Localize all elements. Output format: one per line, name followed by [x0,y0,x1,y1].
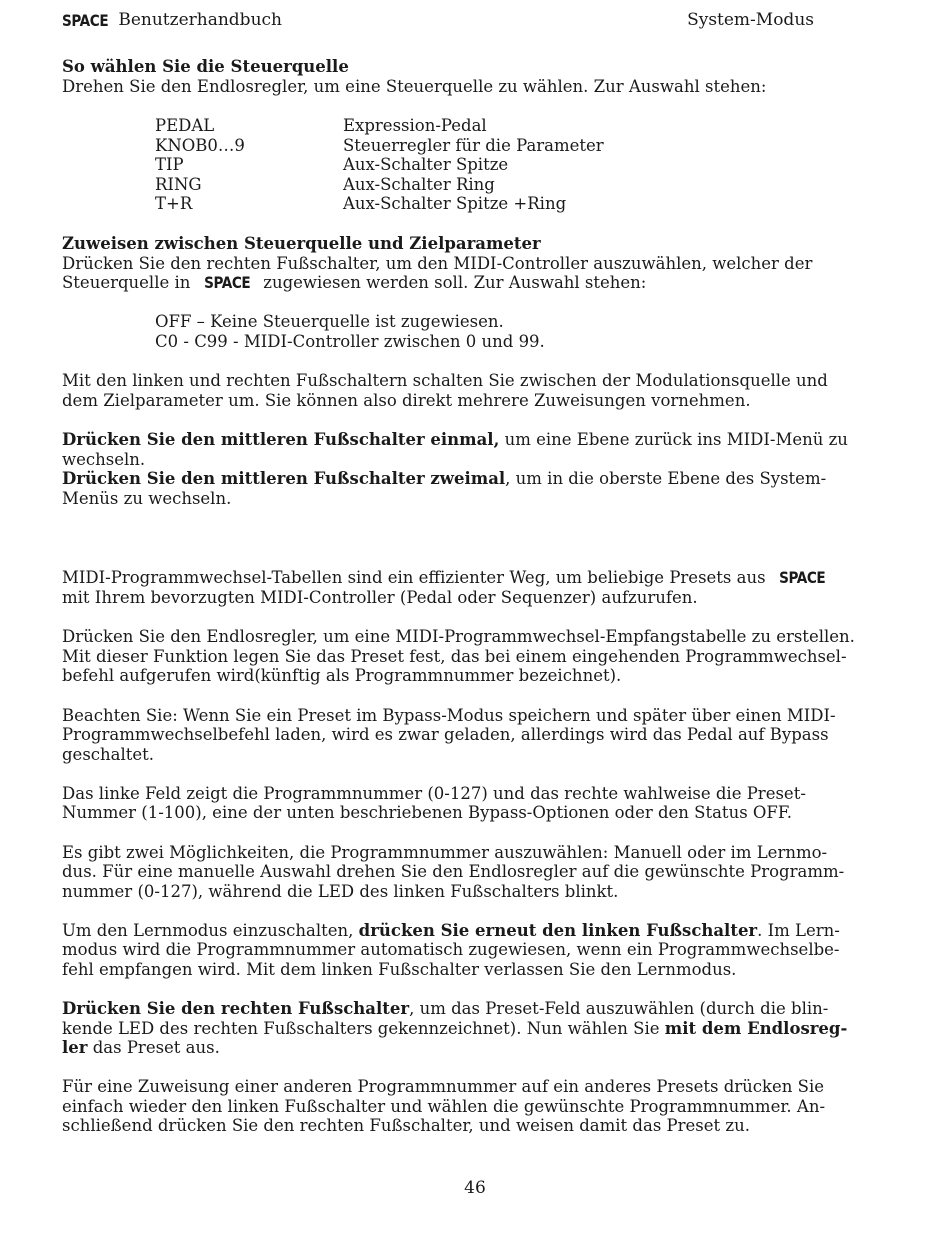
assign-line-1: Drücken Sie den rechten Fußschalter, um den MIDI-Controller auszuwählen, welcher der [62,254,813,273]
pc-p6-line-3 [62,1038,902,1058]
press-once-line [62,430,902,450]
pc-p4-line: dus. Für eine manuelle Auswahl drehen Sie den Endlosregler auf die gewünschte Programm- [62,862,845,881]
pc-p7-line: Für eine Zuweisung einer anderen Programmnummer auf ein anderes Presets drücken Sie [62,1077,825,1096]
pc-p6-l3-bold: ler [62,1038,88,1057]
press-twice-bold: Drücken Sie den mittleren Fußschalter zweimal [62,469,506,488]
control-source-intro: Drehen Sie den Endlosregler, um eine Steuerquelle zu wählen. Zur Auswahl stehen: [62,77,767,96]
assign-option: C0 - C99 - MIDI-Controller zwischen 0 und 99. [155,332,545,351]
page-number: 46 [464,1178,486,1198]
table-row [155,194,604,214]
option-key: KNOB0…9 [155,135,245,155]
control-source-table [155,116,604,214]
press-twice-line-2: Menüs zu wechseln. [62,489,232,508]
pc-p5-line-3: fehl empfangen wird. Mit dem linken Fußschalter verlassen Sie den Lernmodus. [62,960,737,979]
pc-intro-text: MIDI-Programmwechsel-Tabellen sind ein effizienter Weg, um beliebige Presets aus [62,568,766,587]
table-row [155,175,604,195]
option-key: T+R [155,194,193,214]
table-row [155,116,604,136]
pc-p6-post: , um das Preset-Feld auszuwählen (durch die blin- [409,999,829,1018]
option-desc: Aux-Schalter Ring [343,174,495,194]
assign-para-line: Mit den linken und rechten Fußschaltern schalten Sie zwischen der Modulationsquelle und [62,371,828,390]
page-header [62,10,822,34]
option-desc: Aux-Schalter Spitze [343,155,509,175]
pc-p4-line: Es gibt zwei Möglichkeiten, die Programmnummer auszuwählen: Manuell oder im Lernmo- [62,843,828,862]
option-desc: Aux-Schalter Spitze +Ring [343,194,567,214]
assign-option: OFF – Keine Steuerquelle ist zugewiesen. [155,312,504,331]
brand-logo: SPACE [62,10,109,30]
assign-heading: Zuweisen zwischen Steuerquelle und Zielparameter [62,234,541,253]
pc-p3-line: Nummer (1-100), eine der unten beschriebenen Bypass-Optionen oder den Status OFF. [62,803,793,822]
pc-p6-bold: Drücken Sie den rechten Fußschalter [62,999,410,1018]
pc-intro-line-2: mit Ihrem bevorzugten MIDI-Controller (Pedal oder Sequenzer) aufzurufen. [62,588,698,607]
pc-p3-line: Das linke Feld zeigt die Programmnummer (0-127) und das rechte wahlweise die Preset- [62,784,806,803]
assign-line-2-pre: Steuerquelle in [62,273,191,292]
press-twice-rest: , um in die oberste Ebene des System- [505,469,827,488]
pc-p4-line: nummer (0-127), während die LED des linken Fußschalters blinkt. [62,882,619,901]
option-key: PEDAL [155,116,215,135]
pc-p5-line [62,921,902,941]
option-desc: Steuerregler für die Parameter [343,135,604,155]
press-twice-line [62,469,902,489]
header-left [62,10,282,30]
pc-p6-line-2 [62,1019,902,1039]
control-source-heading: So wählen Sie die Steuerquelle [62,57,349,76]
pc-p1-line: befehl aufgerufen wird(künftig als Programmnummer bezeichnet). [62,666,622,685]
press-once-rest: um eine Ebene zurück ins MIDI-Menü zu [499,430,848,449]
pc-p1-line: Mit dieser Funktion legen Sie das Preset fest, das bei einem eingehenden Programmwechsel- [62,647,847,666]
section-title: System-Modus [687,10,814,30]
assign-line-2-post: zugewiesen werden soll. Zur Auswahl stehen: [263,273,647,292]
pc-p2-line: Programmwechselbefehl laden, wird es zwar geladen, allerdings wird das Pedal auf Bypass [62,725,829,744]
press-once-bold: Drücken Sie den mittleren Fußschalter einmal, [62,430,500,449]
table-row [155,155,604,175]
pc-p1-line: Drücken Sie den Endlosregler, um eine MIDI-Programmwechsel-Empfangstabelle zu erstellen. [62,627,855,646]
manual-title: Benutzerhandbuch [118,10,282,30]
assign-para-line: dem Zielparameter um. Sie können also direkt mehrere Zuweisungen vornehmen. [62,391,751,410]
pc-p7-line: schließend drücken Sie den rechten Fußschalter, und weisen damit das Preset zu. [62,1116,750,1135]
pc-p6-l2-bold: mit dem Endlosreg- [664,1019,848,1038]
pc-p2-line: geschaltet. [62,745,155,764]
pc-p5-post: . Im Lern- [757,921,840,940]
pc-p5-pre: Um den Lernmodus einzuschalten, [62,921,359,940]
brand-logo-inline: SPACE [778,568,826,587]
pc-p6-l2-pre: kende LED des rechten Fußschalters gekennzeichnet). Nun wählen Sie [62,1019,665,1038]
table-row [155,136,604,156]
pc-p7-line: einfach wieder den linken Fußschalter und wählen die gewünschte Programmnummer. An- [62,1097,826,1116]
pc-p5-line-2: modus wird die Programmnummer automatisch zugewiesen, wenn ein Programmwechselbe- [62,940,840,959]
option-desc: Expression-Pedal [343,116,487,135]
option-key: RING [155,174,202,194]
pc-intro-line-1 [62,568,902,588]
press-once-line-2: wechseln. [62,450,146,469]
option-key: TIP [155,155,184,175]
assign-line-2 [62,273,902,293]
pc-p6-l3-post: das Preset aus. [87,1038,220,1057]
pc-p2-line: Beachten Sie: Wenn Sie ein Preset im Bypass-Modus speichern und später über einen MIDI- [62,706,836,725]
pc-p6-line [62,999,902,1019]
brand-logo-inline: SPACE [203,273,250,292]
pc-p5-bold: drücken Sie erneut den linken Fußschalter [358,921,758,940]
